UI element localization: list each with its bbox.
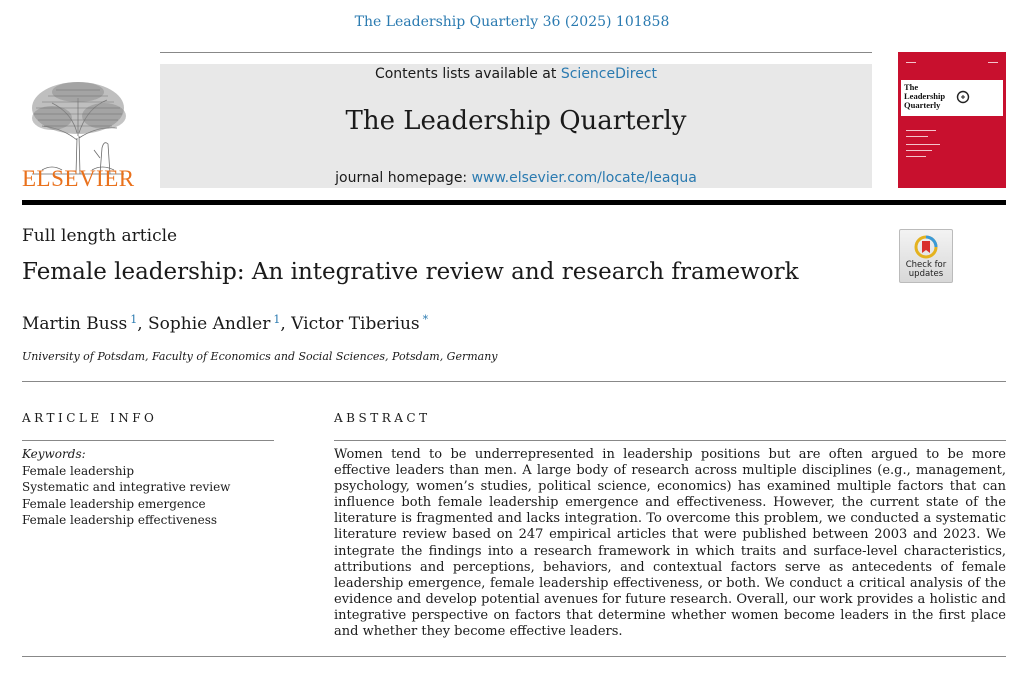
author-list [22,313,428,334]
author-separator: , [137,314,143,334]
homepage-line [160,170,872,186]
journal-cover-thumbnail[interactable] [898,52,1006,188]
article-info-rule [22,440,274,441]
keywords-list [22,463,230,528]
author-affiliation-mark[interactable]: 1 [273,313,281,326]
homepage-link[interactable]: www.elsevier.com/locate/leaqua [471,170,697,186]
cover-title-line: Leadership [904,91,946,101]
contents-prefix: Contents lists available at [374,66,557,82]
abstract-heading: ABSTRACT [334,411,431,425]
author-name[interactable]: Sophie Andler [148,314,271,334]
author-name[interactable]: Martin Buss [22,314,128,334]
elsevier-wordmark[interactable]: ELSEVIER [22,166,135,191]
abstract-text: Women tend to be underrepresented in leadership positions but are often argued to be more effective leaders than men. A large body of research across multiple disciplines (e.g., management, psychology, women’s studies, political science, economics) has examined multiple factors that can influence both female leadership emergence and effectiveness. However, the current state of the literature is fragmented and lacks integration. To overcome this problem, we conducted a systematic literature review based on 247 empirical articles that were published between 2003 and 2023. We integrate the findings into a research framework in which traits and surface-level characteristics, attributions and perceptions, behaviors, and contextual factors serve as antecedents of female leadership emergence, female leadership effectiveness, or both. We conduct a critical analysis of the evidence and develop potential avenues for future research. Overall, our work provides a holistic and integrative perspective on factors that determine whether women become leaders in the first place and whether they become effective leaders. [334,447,1006,640]
section-rule [22,381,1006,382]
header-rule [160,52,872,53]
cover-emblem-icon [956,90,970,104]
crossmark-label-line: Check for [905,260,947,270]
keyword-item: Female leadership [22,464,135,478]
article-info-heading: ARTICLE INFO [22,411,158,425]
cover-title-line: The [904,82,919,92]
keyword-item: Systematic and integrative review [22,480,231,495]
bottom-rule [22,656,1006,657]
crossmark-icon [914,235,938,259]
header-thick-rule [22,200,1006,205]
abstract-rule [334,440,1006,441]
journal-banner [160,64,872,188]
article-title: Female leadership: An integrative review and research framework [22,259,799,285]
article-type: Full length article [22,226,178,246]
journal-title: The Leadership Quarterly [345,106,687,136]
author-affiliation-mark[interactable]: 1 [130,313,138,326]
sciencedirect-link[interactable]: ScienceDirect [560,66,658,82]
crossmark-label-line: updates [908,269,944,279]
keyword-item: Female leadership emergence [22,496,206,511]
journal-citation[interactable]: The Leadership Quarterly 36 (2025) 101858 [354,14,670,30]
check-for-updates-button[interactable] [899,229,953,283]
crossmark-label [900,261,952,279]
corresponding-author-mark[interactable]: * [422,313,429,326]
author-separator: , [280,314,286,334]
author-name[interactable]: Victor Tiberius [291,314,420,334]
homepage-prefix: journal homepage: [335,170,468,186]
keyword-item: Female leadership effectiveness [22,512,218,527]
cover-title-line: Quarterly [904,100,941,110]
affiliation: University of Potsdam, Faculty of Economics and Social Sciences, Potsdam, Germany [22,350,498,363]
keywords-label: Keywords: [22,447,86,461]
cover-title [904,83,945,110]
contents-line [160,66,872,82]
